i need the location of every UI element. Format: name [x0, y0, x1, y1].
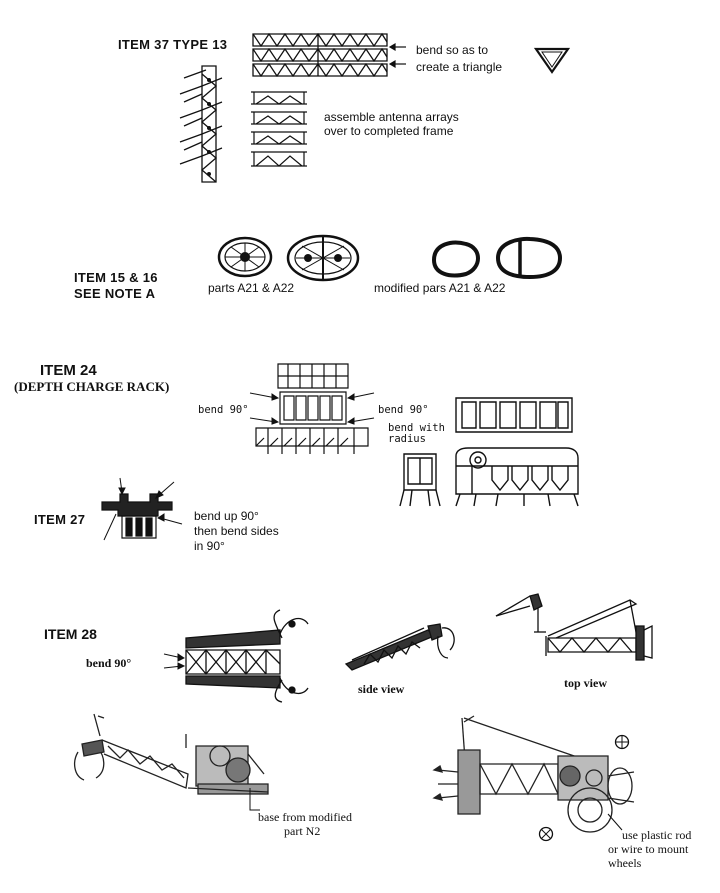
- item37-arrows: [388, 40, 408, 70]
- item37-heading: ITEM 37 TYPE 13: [118, 37, 228, 52]
- item24-subheading: (DEPTH CHARGE RACK): [14, 379, 170, 394]
- item37-bend-note-line2: create a triangle: [416, 60, 503, 74]
- parts-a21-a22-label: parts A21 & A22: [208, 281, 295, 295]
- item24-bend-left-label: bend 90°: [198, 404, 249, 416]
- depth-charge-rack-top-part-drawing: [452, 394, 576, 436]
- item28-bend-label: bend 90°: [86, 656, 132, 670]
- item28-top-view-drawing: [544, 596, 660, 664]
- item37-antenna-arrays-drawing: [250, 88, 308, 170]
- item37-mast-drawing: [176, 64, 236, 184]
- item24-bend-right-label: bend 90°: [378, 404, 429, 416]
- item24-heading: ITEM 24: [40, 362, 97, 379]
- item37-antenna-strip-drawing: [252, 32, 392, 80]
- item28-rod-note-line3: wheels: [608, 856, 642, 870]
- item24-bend-radius-line2: radius: [388, 433, 426, 445]
- item15-16-heading: ITEM 15 & 16: [74, 270, 158, 285]
- item28-side-view-label: side view: [358, 682, 405, 696]
- item24-bend-radius-line1: bend with: [388, 422, 445, 434]
- part-a21-drawing: [217, 236, 273, 278]
- modified-parts-label: modified pars A21 & A22: [374, 281, 506, 295]
- item27-note-line1: bend up 90°: [194, 509, 259, 523]
- item28-base-note-line2: part N2: [284, 824, 321, 838]
- depth-charge-rack-side-part-drawing: [400, 450, 440, 510]
- item27-part-drawing: [102, 476, 184, 542]
- item15-16-see-note: SEE NOTE A: [74, 286, 156, 301]
- triangle-diagram: [534, 46, 570, 74]
- modified-part-a22-drawing: [494, 236, 564, 280]
- wheel-symbol-top: [614, 734, 630, 750]
- item27-note-line2: then bend sides: [194, 524, 279, 538]
- item27-heading: ITEM 27: [34, 512, 86, 527]
- item28-side-view-drawing: [344, 616, 460, 674]
- item27-note-line3: in 90°: [194, 539, 225, 553]
- part-a22-drawing: [286, 234, 360, 282]
- depth-charge-rack-assembled-drawing: [448, 446, 580, 508]
- item28-rod-note-line2: or wire to mount: [608, 842, 689, 856]
- item28-base-note-line1: base from modified: [258, 810, 352, 824]
- item28-heading: ITEM 28: [44, 626, 97, 642]
- item37-assemble-line2: over to completed frame: [324, 124, 454, 138]
- wheel-symbol-bottom: [538, 826, 554, 842]
- item28-top-view-label: top view: [564, 676, 607, 690]
- item37-assemble-line1: assemble antenna arrays: [324, 110, 459, 124]
- item28-crane-flat-drawing: [162, 608, 314, 702]
- modified-part-a21-drawing: [430, 238, 484, 278]
- item28-rod-note-line1: use plastic rod: [622, 828, 692, 842]
- item37-bend-note-line1: bend so as to: [416, 43, 489, 57]
- depth-charge-rack-flat-drawing: [250, 360, 374, 458]
